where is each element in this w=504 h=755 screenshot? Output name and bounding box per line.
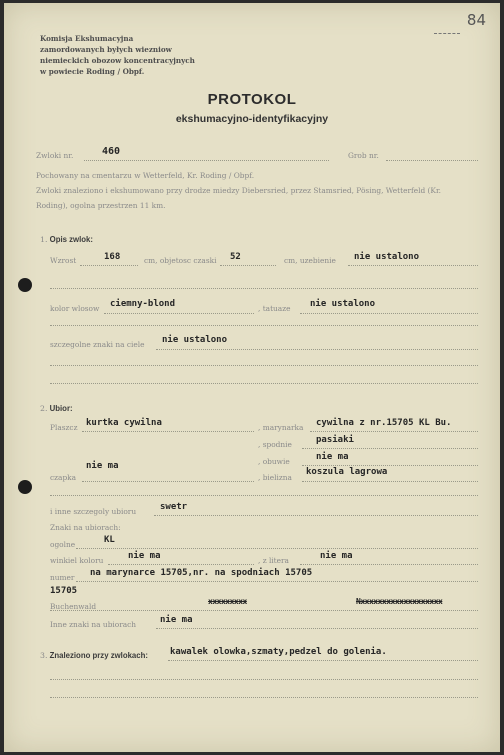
tatuaze-line bbox=[300, 313, 478, 314]
winkiel-value: nie ma bbox=[128, 551, 161, 561]
uzebienie-value: nie ustalono bbox=[354, 252, 420, 262]
znaki-ciele-line bbox=[156, 349, 478, 350]
opis-blank-line bbox=[50, 288, 478, 289]
czapka-label: czapka bbox=[50, 473, 77, 482]
znaleziono-blank-line-2 bbox=[50, 697, 478, 698]
zwloki-line bbox=[84, 160, 329, 161]
bielizna-line bbox=[302, 481, 478, 482]
numer-value: na marynarce 15705,nr. na spodniach 15705 bbox=[90, 568, 313, 578]
header-line-3: niemieckich obozow koncentracyjnych bbox=[40, 56, 195, 65]
marynarka-value: cywilna z nr.15705 KL Bu. bbox=[316, 418, 452, 428]
kolor-value: ciemny-blond bbox=[110, 299, 176, 309]
inne-szczegoly-value: swetr bbox=[160, 502, 188, 512]
plaszcz-label: Plaszcz bbox=[50, 423, 78, 432]
struck-field-1: xxxxxxxxx bbox=[208, 597, 247, 606]
marynarka-label: , marynarka bbox=[258, 423, 304, 432]
winkiel-line bbox=[108, 564, 254, 565]
znaki-ciele-label: szczegolne znaki na ciele bbox=[50, 340, 145, 349]
inne-znaki-label: Inne znaki na ubiorach bbox=[50, 620, 137, 629]
section-3-heading: 3. Znaleziono przy zwlokach: bbox=[40, 651, 148, 660]
punch-hole-top bbox=[18, 278, 32, 292]
ogolne-label: ogolne bbox=[50, 540, 76, 549]
kolor-blank-line bbox=[50, 325, 478, 326]
struck-field-2: Nxxxxxxxxxxxxxxxxxxx bbox=[356, 597, 443, 606]
obuwie-label: , obuwie bbox=[258, 457, 290, 466]
tatuaze-label: , tatuaze bbox=[258, 304, 291, 313]
buchenwald-label: Buchenwald bbox=[50, 602, 97, 611]
zwloki-value: 460 bbox=[102, 146, 121, 157]
header-line-2: zamordowanych byłych wiezniow bbox=[40, 45, 172, 54]
kolor-line bbox=[104, 313, 254, 314]
litera-label: , z litera bbox=[258, 556, 289, 565]
uzebienie-line bbox=[348, 265, 478, 266]
section-2-heading: 2. Ubior: bbox=[40, 404, 73, 413]
zwloki-label: Zwloki nr. bbox=[36, 151, 74, 160]
bielizna-label: , bielizna bbox=[258, 473, 292, 482]
ogolne-line bbox=[76, 548, 478, 549]
znaki-blank-line-2 bbox=[50, 383, 478, 384]
kolor-label: kolor wlosow bbox=[50, 304, 100, 313]
numer-label: numer bbox=[50, 573, 75, 582]
znaleziono-text-2: Roding), ogolna przestrzen 11 km. bbox=[36, 201, 166, 210]
grob-line bbox=[386, 160, 478, 161]
znaki-ubiorach-label: Znaki na ubiorach: bbox=[50, 523, 121, 532]
winkiel-label: winkiel koloru bbox=[50, 556, 104, 565]
spodnie-value: pasiaki bbox=[316, 435, 354, 445]
znaki-blank-line-1 bbox=[50, 365, 478, 366]
znaleziono-text-1: Zwloki znaleziono i ekshumowano przy drodze miedzy Diebersried, przez Stamsried, Pösing, Wetterfeld (Kr. bbox=[36, 186, 442, 195]
tatuaze-value: nie ustalono bbox=[310, 299, 376, 309]
page-number-dash bbox=[434, 33, 460, 34]
inne-szczegoly-label: i inne szczegoly ubioru bbox=[50, 507, 137, 516]
page-number: 84 bbox=[466, 11, 486, 29]
section-1-heading: 1. Opis zwlok: bbox=[40, 235, 93, 244]
inne-szczegoly-line bbox=[154, 515, 478, 516]
numer-line bbox=[76, 581, 478, 582]
plaszcz-value: kurtka cywilna bbox=[86, 418, 162, 428]
wzrost-value: 168 bbox=[104, 252, 121, 262]
buchenwald-line bbox=[50, 610, 478, 611]
czapka-line bbox=[82, 481, 254, 482]
ubior-blank-line bbox=[50, 495, 478, 496]
numer-continued: 15705 bbox=[50, 586, 78, 596]
spodnie-line bbox=[302, 448, 478, 449]
czaszka-label: cm, objetosc czaski bbox=[144, 256, 217, 265]
czaszka-value: 52 bbox=[230, 252, 241, 262]
ogolne-value: KL bbox=[104, 535, 115, 545]
header-line-4: w powiecie Roding / Obpf. bbox=[40, 67, 145, 76]
inne-znaki-line bbox=[156, 628, 478, 629]
czapka-value: nie ma bbox=[86, 461, 119, 471]
wzrost-label: Wzrost bbox=[50, 256, 77, 265]
document-subtitle: ekshumacyjno-identyfikacyjny bbox=[175, 113, 329, 125]
obuwie-value: nie ma bbox=[316, 452, 349, 462]
pochowany-text: Pochowany na cmentarzu w Wetterfeld, Kr. Roding / Obpf. bbox=[36, 171, 255, 180]
header-line-1: Komisja Ekshumacyjna bbox=[40, 34, 134, 43]
uzebienie-label: cm, uzebienie bbox=[284, 256, 336, 265]
znaleziono-line bbox=[168, 660, 478, 661]
protocol-page bbox=[4, 3, 500, 752]
obuwie-line bbox=[302, 465, 478, 466]
plaszcz-line bbox=[82, 431, 254, 432]
wzrost-line bbox=[80, 265, 138, 266]
spodnie-label: , spodnie bbox=[258, 440, 292, 449]
marynarka-line bbox=[310, 431, 478, 432]
document-title: PROTOKOL bbox=[207, 91, 297, 108]
znaki-ciele-value: nie ustalono bbox=[162, 335, 228, 345]
litera-line bbox=[300, 564, 478, 565]
znaleziono-blank-line-1 bbox=[50, 679, 478, 680]
commission-header bbox=[40, 33, 195, 77]
czaszka-line bbox=[220, 265, 276, 266]
bielizna-value: koszula lagrowa bbox=[306, 467, 388, 477]
grob-label: Grob nr. bbox=[348, 151, 379, 160]
inne-znaki-value: nie ma bbox=[160, 615, 193, 625]
znaleziono-value: kawalek olowka,szmaty,pedzel do golenia. bbox=[170, 647, 387, 657]
punch-hole-bottom bbox=[18, 480, 32, 494]
litera-value: nie ma bbox=[320, 551, 353, 561]
